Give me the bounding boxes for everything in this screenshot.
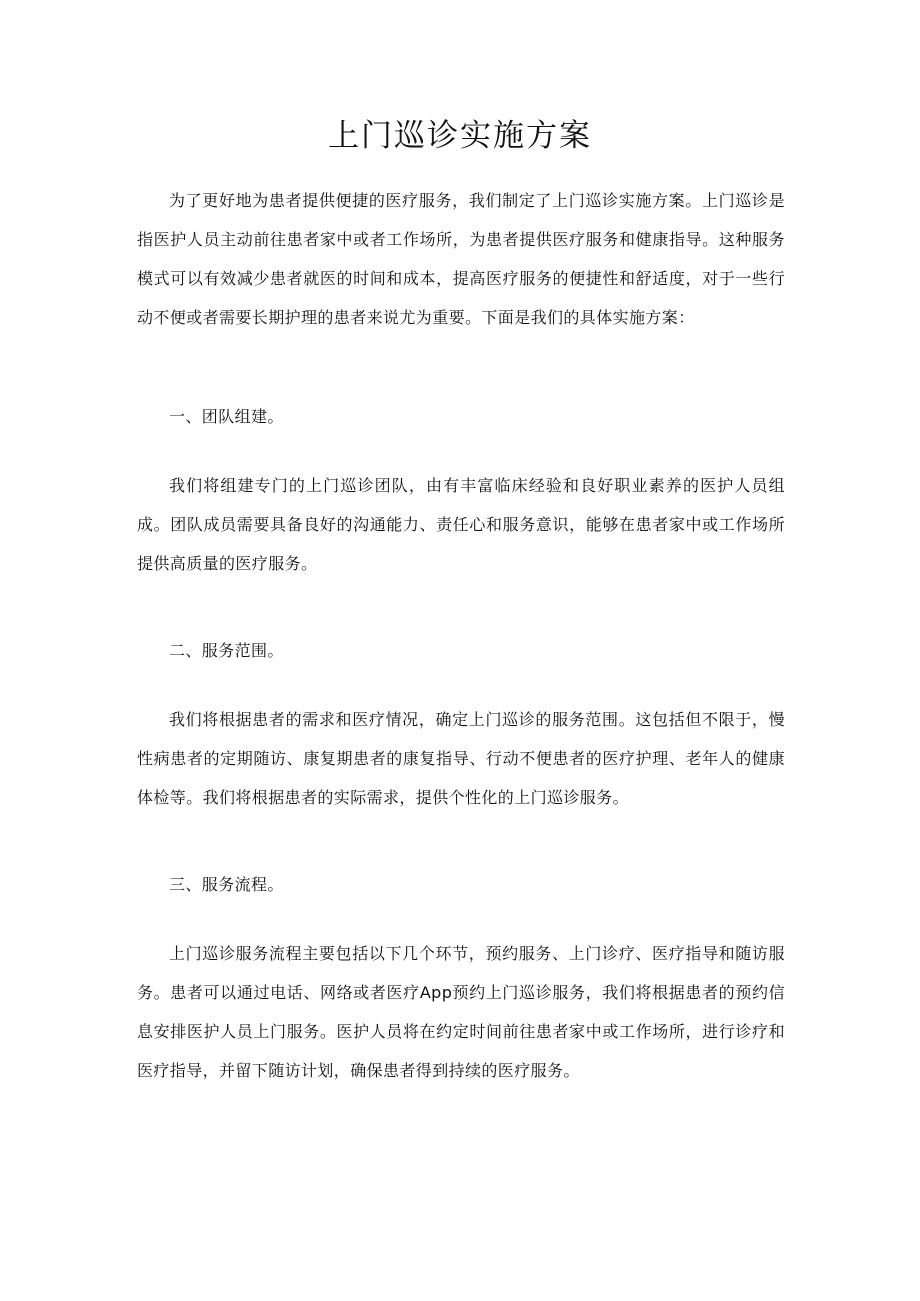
section-body-scope: 我们将根据患者的需求和医疗情况，确定上门巡诊的服务范围。这包括但不限于，慢性病患者的定期随访、康复期患者的康复指导、行动不便患者的医疗护理、老年人的健康体检等。我们将根据患者的实际需求，提供个性化的上门巡诊服务。 — [137, 710, 785, 807]
section-heading-process: 三、服务流程。 — [169, 875, 284, 894]
section-body-process: 上门巡诊服务流程主要包括以下几个环节，预约服务、上门诊疗、医疗指导和随访服务。患者可以通过电话、网络或者医疗App预约上门巡诊服务，我们将根据患者的预约信息安排医护人员上门服务。医护人员将在约定时间前往患者家中或工作场所，进行诊疗和医疗指导，并留下随访计划，确保患者得到持续的医疗服务。 — [137, 944, 785, 1080]
section-heading-scope: 二、服务范围。 — [169, 641, 284, 660]
intro-paragraph: 为了更好地为患者提供便捷的医疗服务，我们制定了上门巡诊实施方案。上门巡诊是指医护人员主动前往患者家中或者工作场所，为患者提供医疗服务和健康指导。这种服务模式可以有效减少患者就医的时间和成本，提高医疗服务的便捷性和舒适度，对于一些行动不便或者需要长期护理的患者来说尤为重要。下面是我们的具体实施方案： — [137, 191, 785, 327]
document-title: 上门巡诊实施方案 — [328, 118, 592, 154]
section-body-team: 我们将组建专门的上门巡诊团队，由有丰富临床经验和良好职业素养的医护人员组成。团队成员需要具备良好的沟通能力、责任心和服务意识，能够在患者家中或工作场所提供高质量的医疗服务。 — [137, 476, 785, 573]
section-heading-team: 一、团队组建。 — [169, 407, 284, 426]
